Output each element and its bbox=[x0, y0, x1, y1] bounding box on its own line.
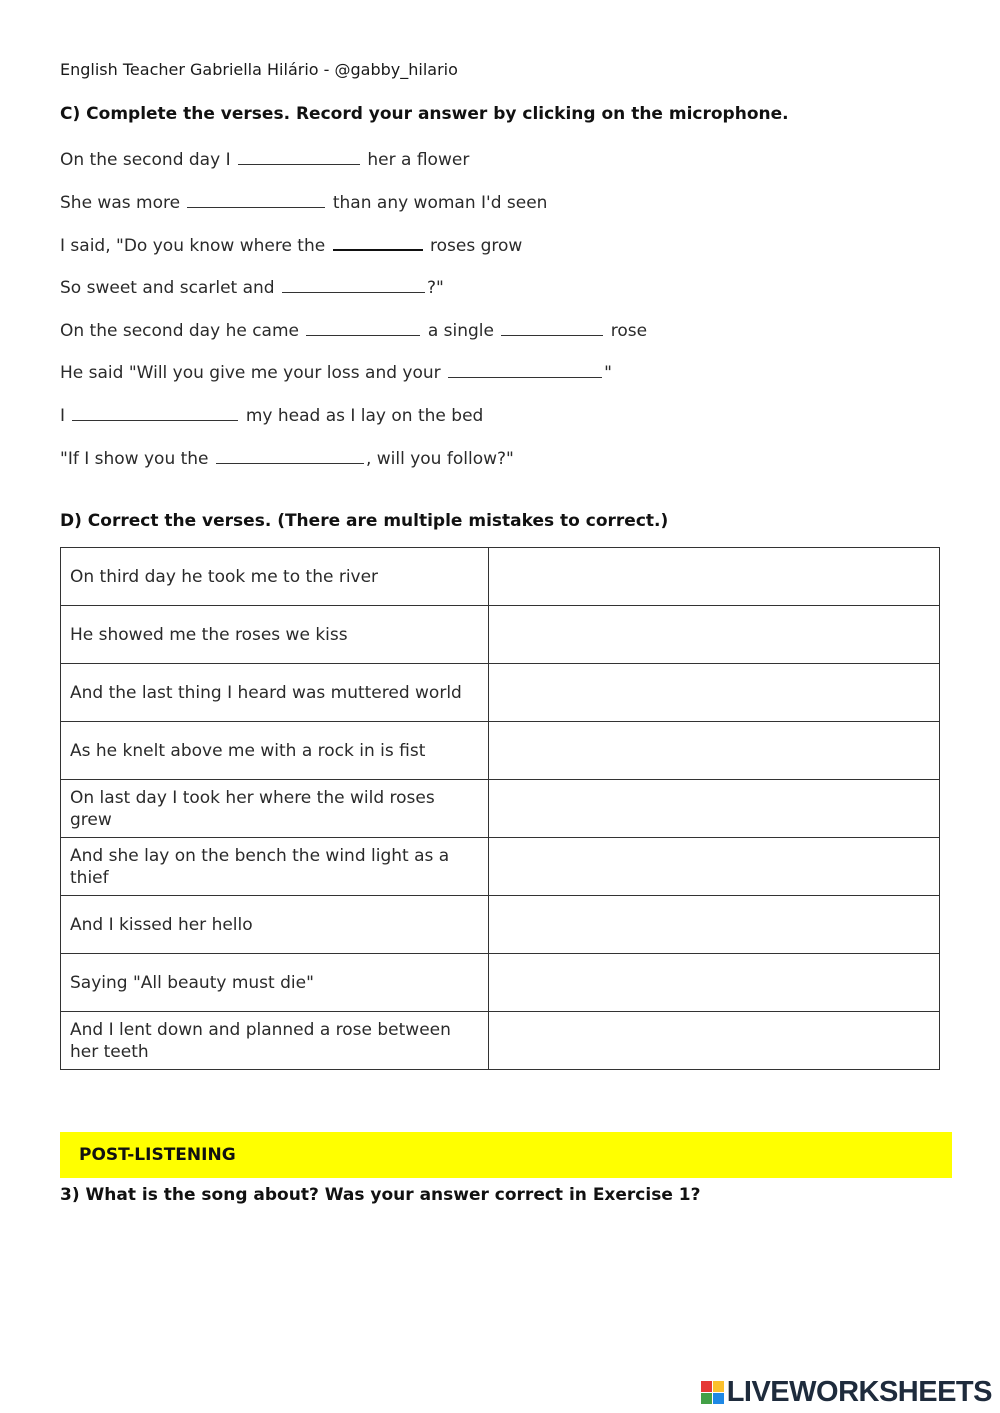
answer-blank[interactable] bbox=[72, 402, 238, 421]
answer-blank[interactable] bbox=[216, 445, 364, 464]
answer-blank[interactable] bbox=[333, 231, 423, 251]
verse-text: ?" bbox=[426, 278, 444, 299]
table-row bbox=[61, 722, 940, 780]
post-listening-label: POST-LISTENING bbox=[79, 1145, 236, 1165]
verse-line-4 bbox=[60, 274, 940, 317]
liveworksheets-logo bbox=[701, 1376, 992, 1409]
incorrect-verse: And she lay on the bench the wind light as a thief bbox=[61, 838, 489, 896]
answer-blank[interactable] bbox=[501, 317, 603, 336]
answer-blank[interactable] bbox=[187, 189, 325, 208]
incorrect-verse: On last day I took her where the wild roses grew bbox=[61, 780, 489, 838]
verse-text: "If I show you the bbox=[60, 448, 209, 469]
question-3-title: 3) What is the song about? Was your answer correct in Exercise 1? bbox=[60, 1185, 701, 1205]
incorrect-verse: And I lent down and planned a rose between her teeth bbox=[61, 1012, 489, 1070]
incorrect-verse: As he knelt above me with a rock in is fist bbox=[61, 722, 489, 780]
table-row bbox=[61, 780, 940, 838]
verse-text: " bbox=[604, 363, 612, 384]
verse-line-1 bbox=[60, 146, 940, 189]
verse-text: rose bbox=[610, 320, 648, 341]
verse-line-2 bbox=[60, 189, 940, 232]
verse-text: On the second day I bbox=[60, 150, 231, 170]
verse-text: So sweet and scarlet and bbox=[60, 278, 275, 299]
post-listening-banner bbox=[60, 1132, 952, 1178]
answer-cell[interactable] bbox=[489, 780, 940, 838]
section-d-title: D) Correct the verses. (There are multiple mistakes to correct.) bbox=[60, 511, 669, 531]
answer-blank[interactable] bbox=[448, 359, 602, 378]
verse-line-5 bbox=[60, 317, 940, 360]
verse-text: my head as I lay on the bed bbox=[245, 406, 484, 427]
verse-text: roses grow bbox=[430, 236, 523, 257]
fill-blank-verses bbox=[60, 146, 940, 488]
answer-cell[interactable] bbox=[489, 664, 940, 722]
incorrect-verse: On third day he took me to the river bbox=[61, 548, 489, 606]
table-row bbox=[61, 896, 940, 954]
verse-text: He said "Will you give me your loss and your bbox=[60, 363, 441, 384]
answer-cell[interactable] bbox=[489, 722, 940, 780]
incorrect-verse: And the last thing I heard was muttered world bbox=[61, 664, 489, 722]
table-row bbox=[61, 1012, 940, 1070]
verse-line-8 bbox=[60, 445, 940, 488]
verse-line-3 bbox=[60, 231, 940, 274]
verse-text: She was more bbox=[60, 192, 181, 213]
verse-text: her a flower bbox=[367, 150, 470, 170]
table-row bbox=[61, 548, 940, 606]
verse-text: I said, "Do you know where the bbox=[60, 236, 326, 257]
teacher-credit: English Teacher Gabriella Hilário - @gabby_hilario bbox=[60, 60, 458, 79]
logo-square-green bbox=[701, 1393, 712, 1404]
table-row bbox=[61, 664, 940, 722]
correction-table bbox=[60, 547, 940, 1070]
table-row bbox=[61, 606, 940, 664]
answer-blank[interactable] bbox=[306, 317, 420, 336]
verse-text: than any woman I'd seen bbox=[332, 192, 548, 213]
logo-square-blue bbox=[713, 1393, 724, 1404]
verse-line-6 bbox=[60, 359, 940, 402]
section-c-title: C) Complete the verses. Record your answer by clicking on the microphone. bbox=[60, 104, 789, 124]
answer-cell[interactable] bbox=[489, 954, 940, 1012]
answer-cell[interactable] bbox=[489, 896, 940, 954]
answer-blank[interactable] bbox=[282, 274, 425, 293]
verse-text: I bbox=[60, 406, 66, 427]
logo-square-red bbox=[701, 1381, 712, 1392]
table-row bbox=[61, 838, 940, 896]
liveworksheets-logo-text: LIVEWORKSHEETS bbox=[726, 1376, 992, 1408]
answer-cell[interactable] bbox=[489, 548, 940, 606]
answer-cell[interactable] bbox=[489, 838, 940, 896]
verse-line-7 bbox=[60, 402, 940, 445]
answer-cell[interactable] bbox=[489, 1012, 940, 1070]
answer-cell[interactable] bbox=[489, 606, 940, 664]
logo-square-yellow bbox=[713, 1381, 724, 1392]
incorrect-verse: Saying "All beauty must die" bbox=[61, 954, 489, 1012]
incorrect-verse: And I kissed her hello bbox=[61, 896, 489, 954]
verse-text: On the second day he came bbox=[60, 320, 299, 341]
verse-text: , will you follow?" bbox=[365, 448, 514, 469]
liveworksheets-logo-icon bbox=[701, 1381, 724, 1404]
incorrect-verse: He showed me the roses we kiss bbox=[61, 606, 489, 664]
answer-blank[interactable] bbox=[238, 146, 360, 165]
verse-text: a single bbox=[427, 320, 494, 341]
table-row bbox=[61, 954, 940, 1012]
